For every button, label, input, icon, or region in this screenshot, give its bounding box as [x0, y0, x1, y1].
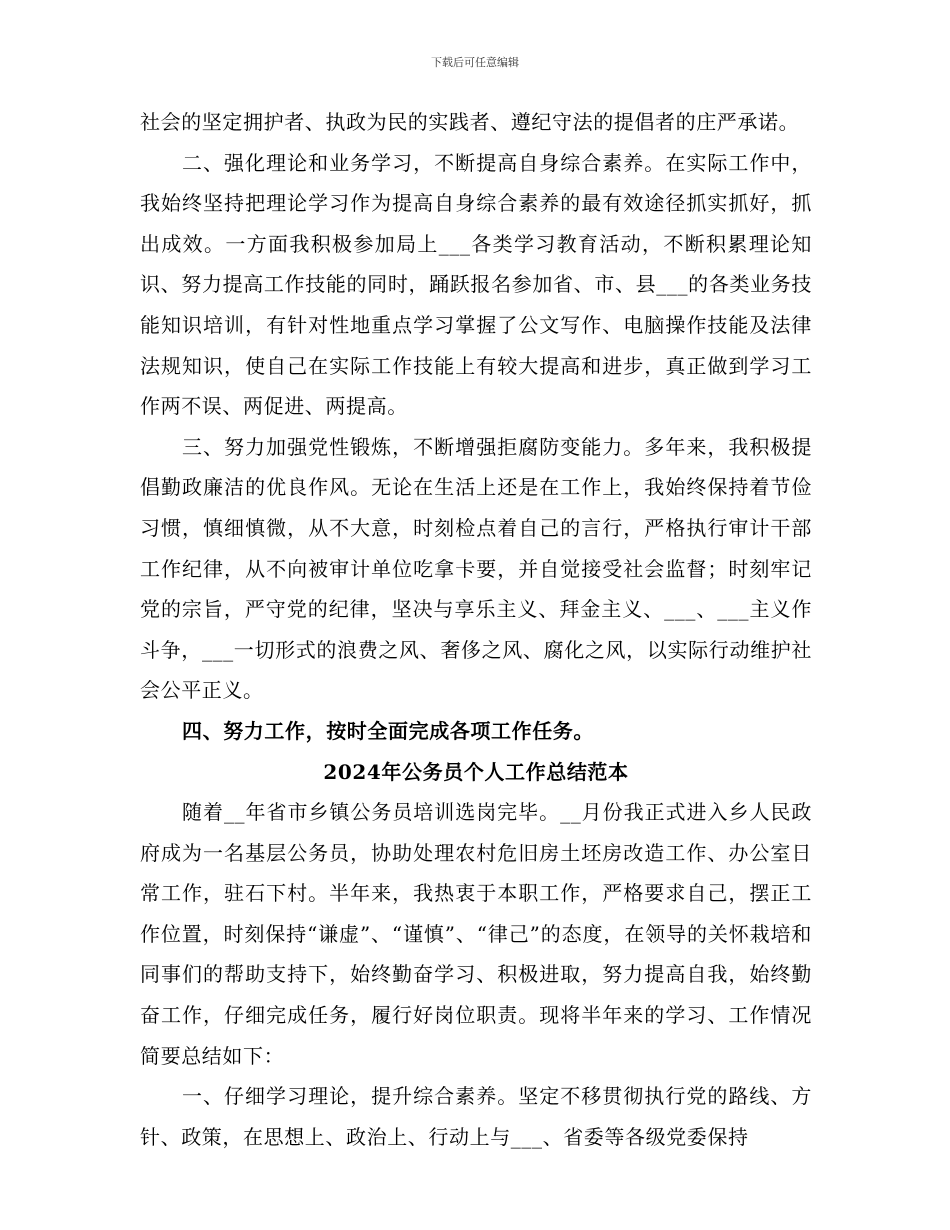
document-title: 2024年公务员个人工作总结范本 [323, 759, 629, 784]
header-note: 下载后可任意编辑 [431, 56, 519, 69]
paragraph-section-two: 二、强化理论和业务学习，不断提高自身综合素养。在实际工作中，我始终坚持把理论学习作为提高自身综合素养的最有效途径抓实抓好，抓出成效。一方面我积极参加局上___各类学习教育活动，不断积累理论知识、努力提高工作技能的同时，踊跃报名参加省、市、县___的各类业务技能知识培训，有针对性地重点学习掌握了公文写作、电脑操作技能及法律法规知识，使自己在实际工作技能上有较大提高和进步，真正做到学习工作两不误、两促进、两提高。 [140, 150, 812, 419]
paragraph-section-one: 一、仔细学习理论，提升综合素养。坚定不移贯彻执行党的路线、方针、政策，在思想上、政治上、行动上与___、省委等各级党委保持 [140, 1084, 812, 1149]
paragraph-continuation: 社会的坚定拥护者、执政为民的实践者、遵纪守法的提倡者的庄严承诺。 [140, 110, 800, 134]
paragraph-section-four-heading: 四、努力工作，按时全面完成各项工作任务。 [182, 718, 594, 743]
paragraph-intro: 随着__年省市乡镇公务员培训选岗完毕。__月份我正式进入乡人民政府成为一名基层公务员，协助处理农村危旧房土坯房改造工作、办公室日常工作，驻石下村。半年来，我热衷于本职工作，严格要求自己，摆正工作位置，时刻保持“谦虚”、“谨慎”、“律己”的态度，在领导的关怀栽培和同事们的帮助支持下，始终勤奋学习、积极进取，努力提高自我，始终勤奋工作，仔细完成任务，履行好岗位职责。现将半年来的学习、工作情况简要总结如下： [140, 800, 812, 1068]
document-body [140, 102, 812, 1157]
paragraph-section-three: 三、努力加强党性锻炼，不断增强拒腐防变能力。多年来，我积极提倡勤政廉洁的优良作风。无论在生活上还是在工作上，我始终保持着节俭习惯，慎细慎微，从不大意，时刻检点着自己的言行，严格执行审计干部工作纪律，从不向被审计单位吃拿卡要，并自觉接受社会监督；时刻牢记党的宗旨，严守党的纪律，坚决与享乐主义、拜金主义、___、___主义作斗争，___一切形式的浪费之风、奢侈之风、腐化之风，以实际行动维护社会公平正义。 [140, 434, 812, 703]
